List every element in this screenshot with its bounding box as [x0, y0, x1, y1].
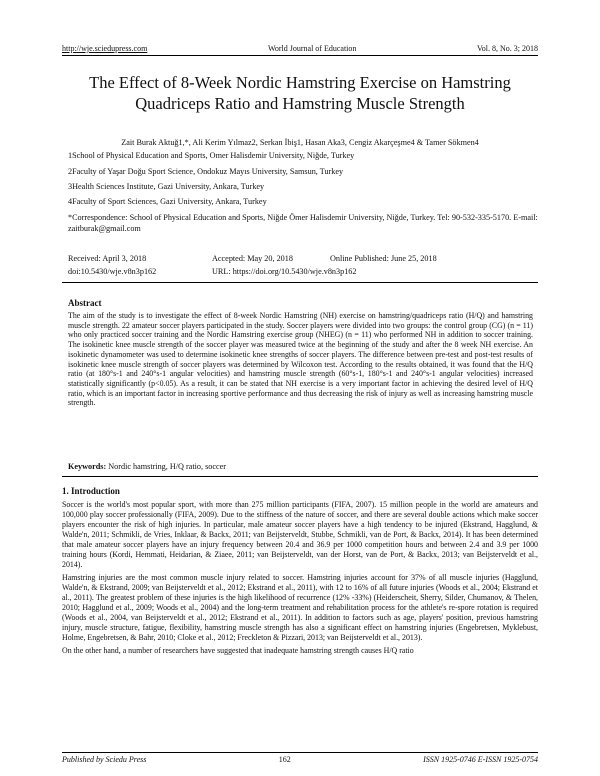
page-number: 162	[278, 755, 291, 764]
paragraph: On the other hand, a number of researchers have suggested that inadequate hamstring strength causes H/Q ratio	[62, 646, 414, 655]
correspondence: *Correspondence: School of Physical Education and Sports, Niğde Ömer Halisdemir University, Niğde, Turkey. Tel: 90-532-335-5170. E-mail: zaitburak@gmail.com	[68, 213, 538, 233]
affiliation-1: 1School of Physical Education and Sports, Omer Halisdemir University, Niğde, Turkey	[68, 151, 355, 160]
keywords-value: Nordic hamstring, H/Q ratio, soccer	[108, 462, 227, 471]
running-header	[62, 44, 538, 56]
paper-title: The Effect of 8-Week Nordic Hamstring Exercise on Hamstring Quadriceps Ratio and Hamstring Muscle Strength	[89, 73, 511, 113]
journal-name: World Journal of Education	[267, 44, 357, 53]
publication-dates	[68, 252, 538, 278]
publisher: Published by Sciedu Press	[62, 755, 147, 764]
affiliation-3: 3Health Sciences Institute, Gazi University, Ankara, Turkey	[68, 182, 265, 191]
journal-url-link[interactable]: http://wje.sciedupress.com	[62, 44, 148, 53]
divider	[62, 282, 538, 283]
abstract-text: The aim of the study is to investigate the effect of 8-week Nordic Hamstring (NH) exercise on hamstring/quadriceps ratio (H/Q) and hamstring muscle strength. 22 amateur soccer players participated in the study. Soccer players were divided into two groups: the control group (CG) (n = 11) who only practiced soccer training and the Nordic Hamstring exercise group (NHEG) (n = 11) who performed NH in addition to soccer training. The isokinetic knee muscle strength of the soccer player was measured twice at the beginning of the study and after the 8 week NH exercise. An isokinetic dynamometer was used to determine isokinetic knee strengths of soccer players. The difference between pre-test and post-test results of isokinetic knee muscle strength of soccer players was determined by Wilcoxon test. According to the results obtained, it was found that the H/Q ratio (at 180°s-1 and 240°s-1 angular velocities) and hamstring muscle strength (60°s-1, 180°s-1 and 240°s-1 angular velocities) increased statistically significantly (p<0.05). As a result, it can be stated that NH exercise is a very important factor in achieving the desired level of H/Q ratio, which is an important factor in increasing sportive performance and thus decreasing the risk of injury as well as increasing hamstring muscle strength.	[68, 311, 533, 408]
introduction-heading: 1. Introduction	[62, 486, 120, 496]
paragraph: Hamstring injuries are the most common muscle injury related to soccer. Hamstring injuries account for 37% of all muscle injuries (Hagglund, Walde'n, & Ekstrand, 2009; van Beijsterveldt et al., 2012; Ekstrand et al., 2011), with 12 to 16% of all future injuries (Woods et al., 2004; Ekstrand et al., 2011). The greatest problem of these injuries is the high likelihood of recurrence (12% -33%) (Heiderscheit, Sherry, Silder, Chumanov, & Thelen, 2010; Hagglund et al., 2009; Woods et al., 2004) and the long-term treatment and rehabilitation process for the athlete's re-spore rotation is required (Woods et al., 2004, van Beijsterveldt et al., 2012; Ekstrand et al., 2011). In addition to factors such as age, players' position, previous hamstring injury, muscle structure, fatigue, flexibility, hamstring muscle strength has also a significant effect on hamstring injuries (Engebretsen, Myklebust, Holme, Engebretsen, & Bahr, 2010; Cloke et al., 2012; Freckleton & Pizzari, 2013; van Beijsterveldt et al., 2013).	[62, 573, 538, 642]
affiliation-4: 4Faculty of Sport Sciences, Gazi University, Ankara, Turkey	[68, 197, 267, 206]
paragraph: Soccer is the world's most popular sport, with more than 275 million participants (FIFA, 2007). 15 million people in the world are amateurs and 100,000 play soccer professionally (FIFA, 2009). Due to the stiffness of the nature of soccer, and there are several double actions which make soccer players encounter the risk of high injuries. In particular, male amateur soccer players have a high tendency to be injured (Ekstrand, Hagglund, & Walde'n, 2011; Schmikli, de Vries, Inklaar, & Backx, 2011; van Beijsterveldt, Stubbe, Schmikli, van de Port, & Backx, 2014). It has been determined that male amateur soccer players have an injury frequency between 20.4 and 36.9 per 1000 competition hours and between 2.4 and 3.9 per 1000 training hours (Kordi, Hemmati, Heidarian, & Ziaee, 2011; van Beijsterveldt, van der Horst, van de Port, & Backx, 2013; van Beijsterveldt et al., 2014).	[62, 500, 538, 569]
volume-info: Vol. 8, No. 3; 2018	[477, 44, 538, 53]
issn: ISSN 1925-0746 E-ISSN 1925-0754	[423, 755, 538, 764]
doi: doi:10.5430/wje.v8n3p162	[68, 267, 157, 276]
divider	[62, 476, 538, 477]
keywords	[68, 462, 538, 471]
introduction-body	[62, 500, 538, 659]
author-list: Zait Burak Aktuğ1,*, Ali Kerim Yılmaz2, Serkan İbiş1, Hasan Aka3, Cengiz Akarçeşme4 & Tamer Sökmen4	[121, 138, 479, 147]
page-footer	[62, 752, 538, 764]
doi-url-link[interactable]: URL: https://doi.org/10.5430/wje.v8n3p162	[212, 267, 357, 276]
abstract-heading: Abstract	[68, 298, 102, 308]
received-date: Received: April 3, 2018	[68, 254, 147, 263]
published-date: Online Published: June 25, 2018	[330, 254, 437, 263]
affiliation-2: 2Faculty of Yaşar Doğu Sport Science, Ondokuz Mayıs University, Samsun, Turkey	[68, 167, 344, 176]
accepted-date: Accepted: May 20, 2018	[212, 254, 293, 263]
keywords-label: Keywords:	[68, 462, 107, 471]
